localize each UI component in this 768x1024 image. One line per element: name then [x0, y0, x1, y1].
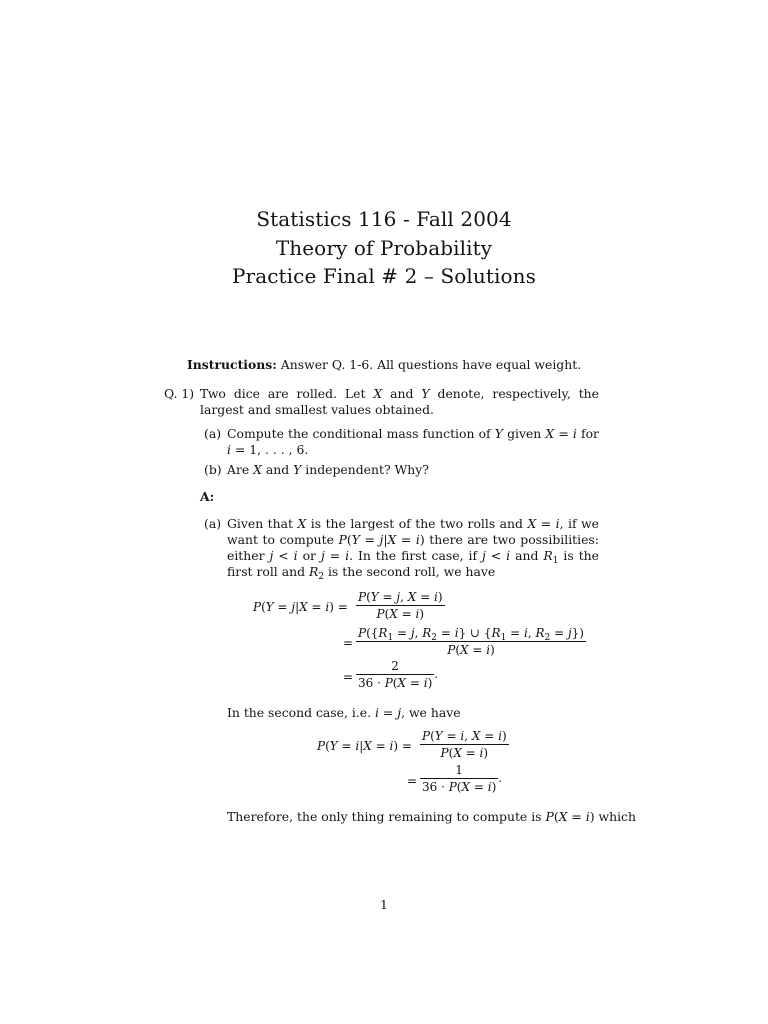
document-title-line-2: Theory of Probability — [275, 236, 493, 260]
question-1-text: Two dice are rolled. Let X and Y denote, respectively, the largest and smallest values obtained. — [200, 386, 599, 417]
second-case-text: In the second case, i.e. i = j, we have — [227, 705, 461, 720]
instructions-text: Answer Q. 1-6. All questions have equal weight. — [280, 357, 582, 372]
equation-1-equals-2: = — [343, 636, 354, 650]
answer-a-label: (a) — [204, 516, 222, 531]
document-title-line-1: Statistics 116 - Fall 2004 — [256, 207, 512, 231]
question-1a-text: Compute the conditional mass function of Y given X = i for i = 1, . . . , 6. — [227, 426, 599, 457]
equation-1-equals-3: = — [343, 670, 354, 684]
equation-1-rhs-3: $\frac{2}{36 \cdot P(X = i)}$ . — [358, 659, 439, 690]
instructions — [187, 357, 581, 373]
equation-2-lhs: P(Y = i|X = i) = — [317, 739, 412, 753]
equation-1-lhs: P(Y = j|X = i) = — [253, 600, 348, 614]
question-number: Q. 1) — [164, 386, 195, 401]
answer-a-text: Given that X is the largest of the two rolls and X = i, if we want to compute P(Y = j|X = i) there are two possibilities: either j < i or j = i. In the first case, if j < i and $R_1$ is the first roll and $R_2$ is the second roll, we have — [227, 516, 599, 582]
equation-2-equals-2: = — [407, 774, 418, 788]
equation-1-rhs-1: $\frac{P(Y = j, X = i)}{P(X = i)}$ — [358, 590, 443, 621]
equation-1-rhs-2: $\frac{P(\{R_1 = j, R_2 = i\} \cup \{R_1 = i, R_2 = j\})}{P(X = i)}$ — [358, 626, 584, 657]
page-number: 1 — [380, 897, 388, 912]
answer-label: A: — [200, 489, 215, 504]
question-1b-text: Are X and Y independent? Why? — [227, 462, 429, 477]
document-title-line-3: Practice Final # 2 – Solutions — [232, 264, 536, 288]
equation-2-rhs-1: $\frac{P(Y = i, X = i)}{P(X = i)}$ — [422, 729, 507, 760]
equation-2-rhs-2: $\frac{1}{36 \cdot P(X = i)}$ . — [422, 763, 503, 794]
remaining-text: Therefore, the only thing remaining to compute is P(X = i) which — [227, 809, 636, 824]
question-1b-label: (b) — [204, 462, 222, 477]
instructions-label: Instructions: — [187, 357, 277, 372]
question-1a-label: (a) — [204, 426, 222, 441]
